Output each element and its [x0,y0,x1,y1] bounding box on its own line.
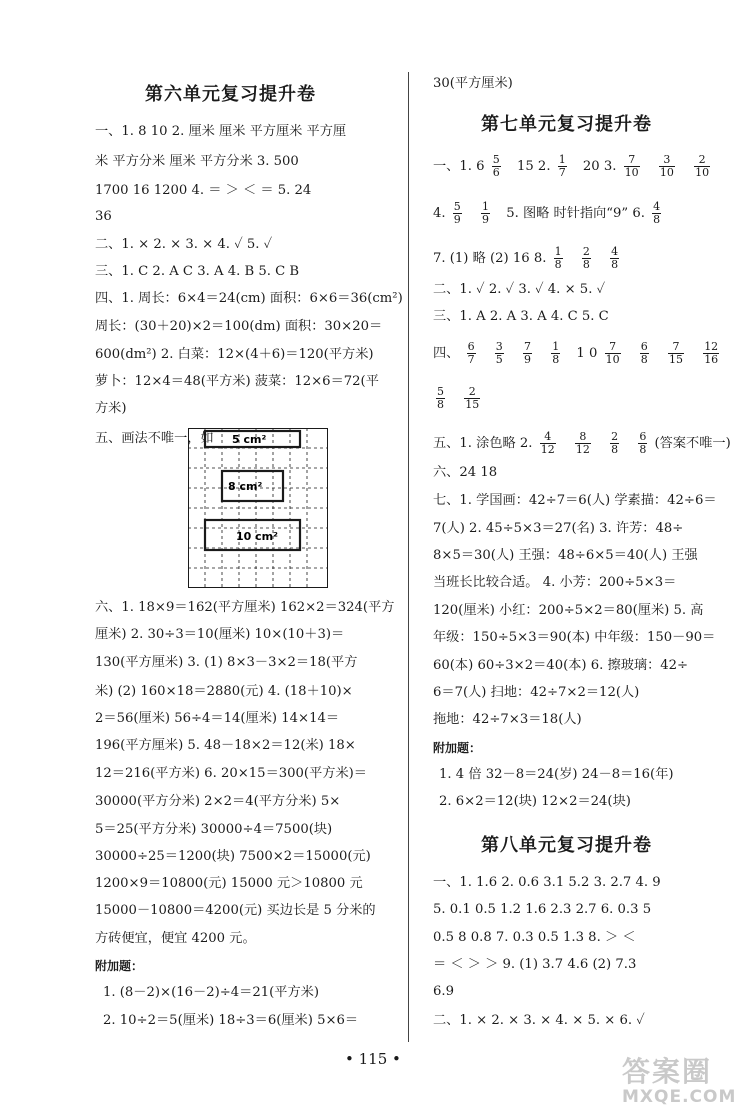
s6-q6-line: 12＝216(平方米) 6. 20×15＝300(平方米)＝ [95,766,367,781]
s7-q7-line: 当班长比较合适。 4. 小芳：200÷5×3＝ [433,575,677,590]
s7-q7-line: 120(厘米) 小红：200÷5×2＝80(厘米) 5. 高 [433,603,704,618]
s7-extra-label: 附加题： [433,741,482,755]
fraction: $\frac{4}{8}$ [653,200,661,226]
s7-q7-line: 7(人) 2. 45÷5×3＝27(名) 3. 许芳：48÷ [433,521,684,536]
s6-q6-line: 方砖便宜，便宜 4200 元。 [95,931,256,946]
s6-q6-line: 2＝56(厘米) 56÷4＝14(厘米) 14×14＝ [95,711,340,726]
fraction: $\frac{2}{8}$ [582,245,590,271]
fraction: $\frac{7}{15}$ [668,340,683,366]
s6-q6-line: 六、1. 18×9＝162(平方厘米) 162×2＝324(平方 [95,600,395,615]
s6-line: 四、1. 周长：6×4＝24(cm) 面积：6×6＝36(cm²) [95,291,403,306]
fraction: $\frac{4}{8}$ [611,245,619,271]
s6-line: 二、1. × 2. × 3. × 4. ✓ 5. ✓ [95,237,273,252]
s6-line: 方米) [95,401,127,416]
s7-q3: 三、1. A 2. A 3. A 4. C 5. C [433,309,609,324]
s6-q6-line: 5＝25(平方分米) 30000÷4＝7500(块) [95,822,333,837]
fraction: $\frac{5}{8}$ [437,385,444,411]
fraction: $\frac{12}{16}$ [704,340,719,366]
fraction: $\frac{7}{9}$ [523,340,531,366]
fraction: $\frac{3}{10}$ [659,153,674,179]
section7-title: 第七单元复习提升卷 [481,114,652,135]
fraction: $\frac{5}{6}$ [492,153,500,179]
fraction: $\frac{3}{5}$ [495,340,503,366]
fraction: $\frac{6}{8}$ [640,340,648,366]
s6-line: 1700 16 1200 4. ＝ ＞ ＜ ＝ 5. 24 [95,183,312,198]
s7-q1-line-a: 一、1. 6 $\frac{5}{6}$ 15 2. $\frac{1}{7}$ 20 3. $\frac{7}{10}$ $\frac{3}{10}$ $\frac{2}{10}$ [433,153,710,179]
grid-figure [188,428,328,588]
s6-q6-line: 米) (2) 160×18＝2880(元) 4. (18＋10)× [95,684,353,699]
fraction: $\frac{2}{15}$ [465,385,480,411]
s6-extra-label: 附加题： [95,959,144,973]
s7-extra-line: 1. 4 倍 32－8＝24(岁) 24－8＝16(年) [439,767,674,782]
s6-q6-line: 厘米) 2. 30÷3＝10(厘米) 10×(10＋3)＝ [95,627,345,642]
s6-line: 周长：(30＋20)×2＝100(dm) 面积：30×20＝ [95,319,383,334]
fraction: $\frac{1}{9}$ [482,200,489,226]
s6-line: 米 平方分米 厘米 平方分米 3. 500 [95,154,299,169]
s7-q1-line-c: 7. (1) 略 (2) 16 8. $\frac{1}{8}$ $\frac{2}{8}$ $\frac{4}{8}$ [433,245,619,271]
s7-q7-line: 6＝7(人) 扫地：42÷7×2＝12(人) [433,685,640,700]
section8-title: 第八单元复习提升卷 [481,835,652,856]
s6-q6-line: 196(平方厘米) 5. 48－18×2＝12(米) 18× [95,738,356,753]
s6-line: 萝卜：12×4＝48(平方米) 菠菜：12×6＝72(平 [95,374,379,389]
s7-q7-line: 8×5＝30(人) 王强：48÷6×5＝40(人) 王强 [433,548,698,563]
s7-q4-line-b [433,386,483,411]
s6-q6-line: 1200×9＝10800(元) 15000 元＞10800 元 [95,876,363,891]
grid-label: 10 cm² [236,530,278,543]
section6-title: 第六单元复习提升卷 [145,84,316,105]
watermark-logo: 答案圈 MXQE.COM [622,1055,737,1107]
s6-q6-line: 30000(平方分米) 2×2＝4(平方分米) 5× [95,794,341,809]
s6-line: 600(dm²) 2. 白菜：12×(4＋6)＝120(平方米) [95,347,374,362]
s7-carry: 30(平方厘米) [433,76,513,91]
grid-label: 5 cm² [232,433,267,446]
s6-q6-line: 15000－10800＝4200(元) 买边长是 5 分米的 [95,903,376,918]
s7-q4-line-a: 四、 $\frac{6}{7}$ $\frac{3}{5}$ $\frac{7}{9}$ $\frac{1}{8}$ 1 0 $\frac{7}{10}$ $\frac{6}{8}$ $\frac{7}{15}$ $\frac{12}{16}$ [433,340,719,366]
fraction: $\frac{7}{10}$ [624,153,639,179]
s7-q7-line: 60(本) 60÷3×2＝40(本) 6. 擦玻璃：42÷ [433,658,689,673]
s7-q7-line: 年级：150÷5×3＝90(本) 中年级：150－90＝ [433,630,716,645]
fraction: $\frac{5}{9}$ [453,200,461,226]
s8-line: 6.9 [433,984,454,999]
fraction: $\frac{1}{8}$ [552,340,560,366]
s8-line: ＝ ＜ ＞ ＞ 9. (1) 3.7 4.6 (2) 7.3 [433,957,637,972]
s7-q1-line-b: 4. $\frac{5}{9}$ $\frac{1}{9}$ 5. 图略 时针指向“9” 6. $\frac{4}{8}$ [433,200,661,226]
fraction: $\frac{2}{8}$ [611,430,619,456]
s6-q6-line: 130(平方厘米) 3. (1) 8×3－3×2＝18(平方 [95,655,358,670]
s7-q5: 五、1. 涂色略 2. $\frac{4}{12}$ $\frac{8}{12}$ $\frac{2}{8}$ $\frac{6}{8}$ (答案不唯一) [433,430,731,456]
s6-q5-label: 五、画法不唯一，如 [95,431,214,446]
s7-q7-line: 七、1. 学国画：42÷7＝6(人) 学素描：42÷6＝ [433,493,717,508]
s8-line: 0.5 8 0.8 7. 0.3 0.5 1.3 8. ＞ ＜ [433,930,636,945]
s7-q7-line: 拖地：42÷7×3＝18(人) [433,712,582,727]
s8-line: 5. 0.1 0.5 1.2 1.6 2.3 2.7 6. 0.3 5 [433,902,652,917]
fraction: $\frac{2}{10}$ [695,153,710,179]
s6-line: 36 [95,209,112,224]
s6-extra-line: 1. (8－2)×(16－2)÷4＝21(平方米) [103,985,319,1000]
fraction: $\frac{1}{7}$ [558,153,566,179]
s8-line: 一、1. 1.6 2. 0.6 3.1 5.2 3. 2.7 4. 9 [433,875,661,890]
s6-line: 一、1. 8 10 2. 厘米 厘米 平方厘米 平方厘 [95,124,347,139]
fraction: $\frac{1}{8}$ [554,245,562,271]
fraction: $\frac{7}{10}$ [605,340,620,366]
s7-q6: 六、24 18 [433,465,498,480]
s7-q2: 二、1. ✓ 2. ✓ 3. ✓ 4. × 5. ✓ [433,282,606,297]
s8-line: 二、1. × 2. × 3. × 4. × 5. × 6. ✓ [433,1013,645,1028]
s6-extra-line: 2. 10÷2＝5(厘米) 18÷3＝6(厘米) 5×6＝ [103,1013,359,1028]
fraction: $\frac{6}{7}$ [467,340,475,366]
fraction: $\frac{6}{8}$ [639,430,647,456]
grid-label: 8 cm² [228,480,263,493]
page-number: • 115 • [345,1050,401,1068]
fraction: $\frac{8}{12}$ [575,430,590,456]
fraction: $\frac{4}{12}$ [540,430,555,456]
s7-extra-line: 2. 6×2＝12(块) 12×2＝24(块) [439,794,631,809]
column-divider [408,72,409,1042]
s6-q6-line: 30000÷25＝1200(块) 7500×2＝15000(元) [95,849,371,864]
s6-line: 三、1. C 2. A C 3. A 4. B 5. C B [95,264,300,279]
